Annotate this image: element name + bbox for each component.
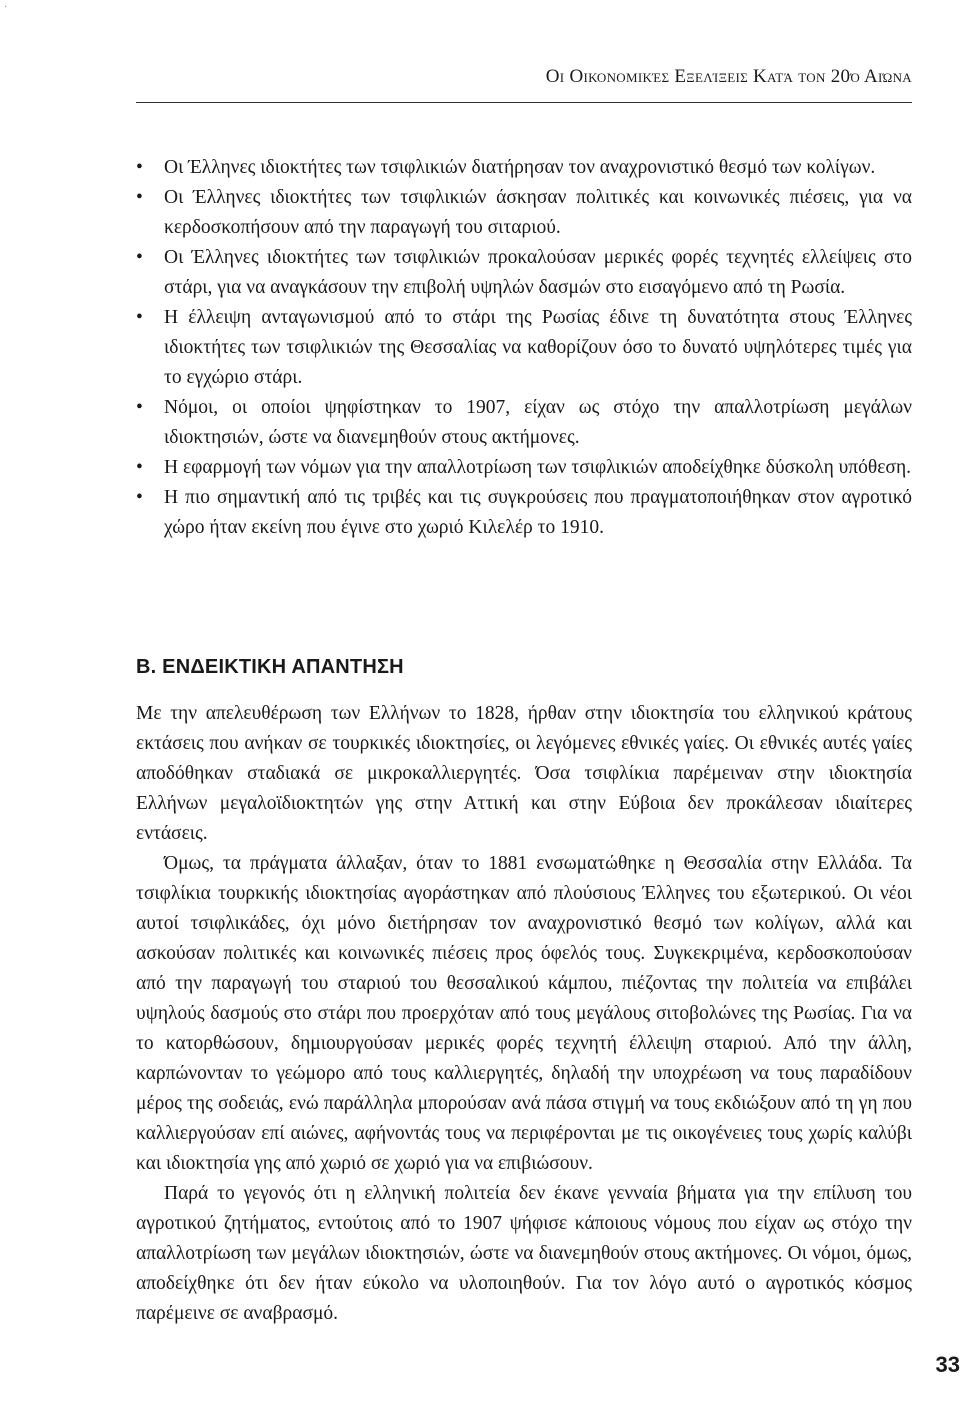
- list-item: • Οι Έλληνες ιδιοκτήτες των τσιφλικιών προκαλούσαν μερικές φορές τεχνητές ελλείψεις στο στάρι, για να αναγκάσουν την επιβολή υψηλών δασμών στο εισαγόμενο από τη Ρωσία.: [136, 243, 912, 303]
- section-title: Β. ΕΝΔΕΙΚΤΙΚΗ ΑΠΑΝΤΗΣΗ: [136, 656, 404, 678]
- corner-mark: ·: [4, 2, 8, 13]
- list-item: • Νόμοι, οι οποίοι ψηφίστηκαν το 1907, είχαν ως στόχο την απαλλοτρίωση μεγάλων ιδιοκτησιών, ώστε να διανεμηθούν στους ακτήμονες.: [136, 393, 912, 453]
- header-rule: [136, 102, 912, 103]
- list-item: • Η εφαρμογή των νόμων για την απαλλοτρίωση των τσιφλικιών αποδείχθηκε δύσκολη υπόθεση.: [136, 453, 912, 483]
- answer-body: [136, 699, 912, 1329]
- list-item: • Οι Έλληνες ιδιοκτήτες των τσιφλικιών διατήρησαν τον αναχρονιστικό θεσμό των κολίγων.: [136, 153, 912, 183]
- page-number: 33: [935, 1352, 960, 1377]
- paragraph: Όμως, τα πράγματα άλλαξαν, όταν το 1881 ενσωματώθηκε η Θεσσαλία στην Ελλάδα. Τα τσιφλίκια τουρκικής ιδιοκτησίας αγοράστηκαν από πλούσιους Έλληνες του εξωτερικού. Οι νέοι αυτοί τσιφλικάδες, όχι μόνο διετήρησαν τον αναχρονιστικό θεσμό των κολίγων, αλλά και ασκούσαν πολιτικές και κοινωνικές πιέσεις προς όφελός τους. Συγκεκριμένα, κερδοσκοπούσαν από την παραγωγή του σταριού του θεσσαλικού κάμπου, πιέζοντας την πολιτεία να επιβάλει υψηλούς δασμούς στο στάρι που προερχόταν από τους μεγάλους σιτοβολώνες της Ρωσίας. Για να το κατορθώσουν, δημιουργούσαν μερικές φορές τεχνητή έλλειψη σταριού. Από την άλλη, καρπώνονταν το γεώμορο από τους καλλιεργητές, δηλαδή την υποχρέωση να τους παραδίδουν μέρος της σοδειάς, ενώ παράλληλα μπορούσαν ανά πάσα στιγμή να τους εκδιώξουν από τη γη που καλλιεργούσαν επί αιώνες, αφήνοντάς τους να περιφέρονται με τις οικογένειες τους χωρίς καλύβι και ιδιοκτησία γης από χωριό σε χωριό για να επιβιώσουν.: [136, 853, 912, 1174]
- list-item: • Οι Έλληνες ιδιοκτήτες των τσιφλικιών άσκησαν πολιτικές και κοινωνικές πιέσεις, για να κερδοσκοπήσουν από την παραγωγή του σιταριού.: [136, 183, 912, 243]
- running-header: Οι Οικονομικές Εξελίξεις Κατά τον 20ό Αιώνα: [545, 66, 912, 87]
- list-item: • Η έλλειψη ανταγωνισμού από το στάρι της Ρωσίας έδινε τη δυνατότητα στους Έλληνες ιδιοκτήτες των τσιφλικιών της Θεσσαλίας να καθορίζουν όσο το δυνατό υψηλότερες τιμές για το εγχώριο στάρι.: [136, 303, 912, 393]
- paragraph: Με την απελευθέρωση των Ελλήνων το 1828, ήρθαν στην ιδιοκτησία του ελληνικού κράτους εκτάσεις που ανήκαν σε τουρκικές ιδιοκτησίες, οι λεγόμενες εθνικές γαίες. Οι εθνικές αυτές γαίες αποδόθηκαν σταδιακά σε μικροκαλλιεργητές. Όσα τσιφλίκια παρέμειναν στην ιδιοκτησία Ελλήνων μεγαλοϊδιοκτητών γης στην Αττική και στην Εύβοια δεν προκάλεσαν ιδιαίτερες εντάσεις.: [136, 703, 912, 844]
- list-item: • Η πιο σημαντική από τις τριβές και τις συγκρούσεις που πραγματοποιήθηκαν στον αγροτικό χώρο ήταν εκείνη που έγινε στο χωριό Κιλελέρ το 1910.: [136, 483, 912, 543]
- paragraph: Παρά το γεγονός ότι η ελληνική πολιτεία δεν έκανε γενναία βήματα για την επίλυση του αγροτικού ζητήματος, εντούτοις από το 1907 ψήφισε κάποιους νόμους που είχαν ως στόχο την απαλλοτρίωση των μεγάλων ιδιοκτησιών, ώστε να διανεμηθούν στους ακτήμονες. Οι νόμοι, όμως, αποδείχθηκε ότι δεν ήταν εύκολο να υλοποιηθούν. Για τον λόγο αυτό ο αγροτικός κόσμος παρέμεινε σε αναβρασμό.: [136, 1183, 912, 1324]
- bullet-list: [136, 153, 912, 543]
